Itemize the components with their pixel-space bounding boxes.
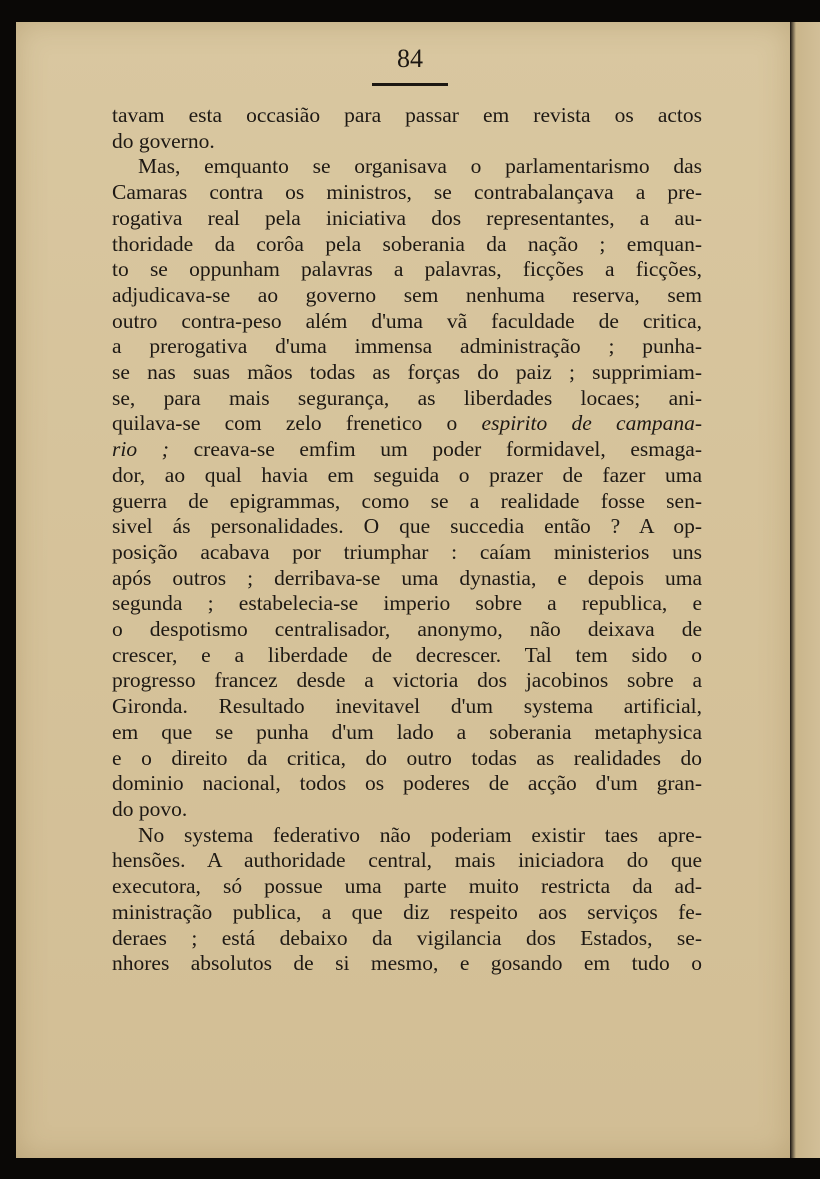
- text-line: se, para mais segurança, as liberdades locaes; ani-: [112, 385, 702, 410]
- text-line: No systema federativo não poderiam existir taes apre-: [138, 822, 702, 847]
- text-line: sivel ás personalidades. O que succedia então ? A op-: [112, 514, 702, 539]
- text-line: ministração publica, a que diz respeito aos serviços fe-: [112, 899, 702, 924]
- text-line: executora, só possue uma parte muito restricta da ad-: [112, 874, 702, 899]
- page-number: 84: [397, 44, 423, 73]
- italic-phrase: espirito de campana-: [481, 411, 703, 436]
- text-line: posição acabava por triumphar : caíam ministerios uns: [112, 539, 702, 564]
- text-line: segunda ; estabelecia-se imperio sobre a republica, e: [112, 591, 702, 616]
- text-line: o despotismo centralisador, anonymo, não deixava de: [112, 617, 702, 642]
- text-line: outro contra-peso além d'uma vã faculdade de critica,: [112, 308, 702, 333]
- text-line: adjudicava-se ao governo sem nenhuma reserva, sem: [112, 282, 702, 307]
- body-text: [112, 103, 702, 977]
- line-text: creava-se emfim um poder formidavel, esmaga-: [168, 437, 703, 462]
- text-line: do governo.: [112, 128, 215, 153]
- text-line: rogativa real pela iniciativa dos representantes, a au-: [112, 205, 702, 230]
- text-line: to se oppunham palavras a palavras, ficções a ficções,: [112, 257, 702, 282]
- text-line: Camaras contra os ministros, se contrabalançava a pre-: [112, 180, 702, 205]
- text-line: se nas suas mãos todas as forças do paiz ; supprimiam-: [112, 360, 702, 385]
- text-line: guerra de epigrammas, como se a realidade fosse sen-: [112, 488, 702, 513]
- text-line: Mas, emquanto se organisava o parlamentarismo das: [138, 154, 702, 179]
- italic-phrase: rio ;: [112, 437, 169, 462]
- text-line: hensões. A authoridade central, mais iniciadora do que: [112, 848, 702, 873]
- text-line: a prerogativa d'uma immensa administração ; punha-: [112, 334, 702, 359]
- page-number-rule: [372, 83, 448, 86]
- text-line: dor, ao qual havia em seguida o prazer de fazer uma: [112, 462, 702, 487]
- text-line: e o direito da critica, do outro todas as realidades do: [112, 745, 702, 770]
- text-line: Gironda. Resultado inevitavel d'um systema artificial,: [112, 694, 702, 719]
- text-line: tavam esta occasião para passar em revista os actos: [112, 103, 702, 127]
- text-line: [112, 411, 702, 437]
- facing-page-edge: [790, 22, 820, 1158]
- text-line: nhores absolutos de si mesmo, e gosando em tudo o: [112, 951, 702, 976]
- text-line: progresso francez desde a victoria dos jacobinos sobre a: [112, 668, 702, 693]
- text-line: deraes ; está debaixo da vigilancia dos Estados, se-: [112, 925, 702, 950]
- line-text: quilava-se com zelo frenetico o: [112, 411, 482, 436]
- text-line: [112, 437, 702, 463]
- text-line: thoridade da corôa pela soberania da nação ; emquan-: [112, 231, 702, 256]
- text-line: crescer, e a liberdade de decrescer. Tal tem sido o: [112, 642, 702, 667]
- text-line: após outros ; derribava-se uma dynastia, e depois uma: [112, 565, 702, 590]
- text-line: dominio nacional, todos os poderes de acção d'um gran-: [112, 771, 702, 796]
- text-line: em que se punha d'um lado a soberania metaphysica: [112, 719, 702, 744]
- text-line: do povo.: [112, 796, 188, 821]
